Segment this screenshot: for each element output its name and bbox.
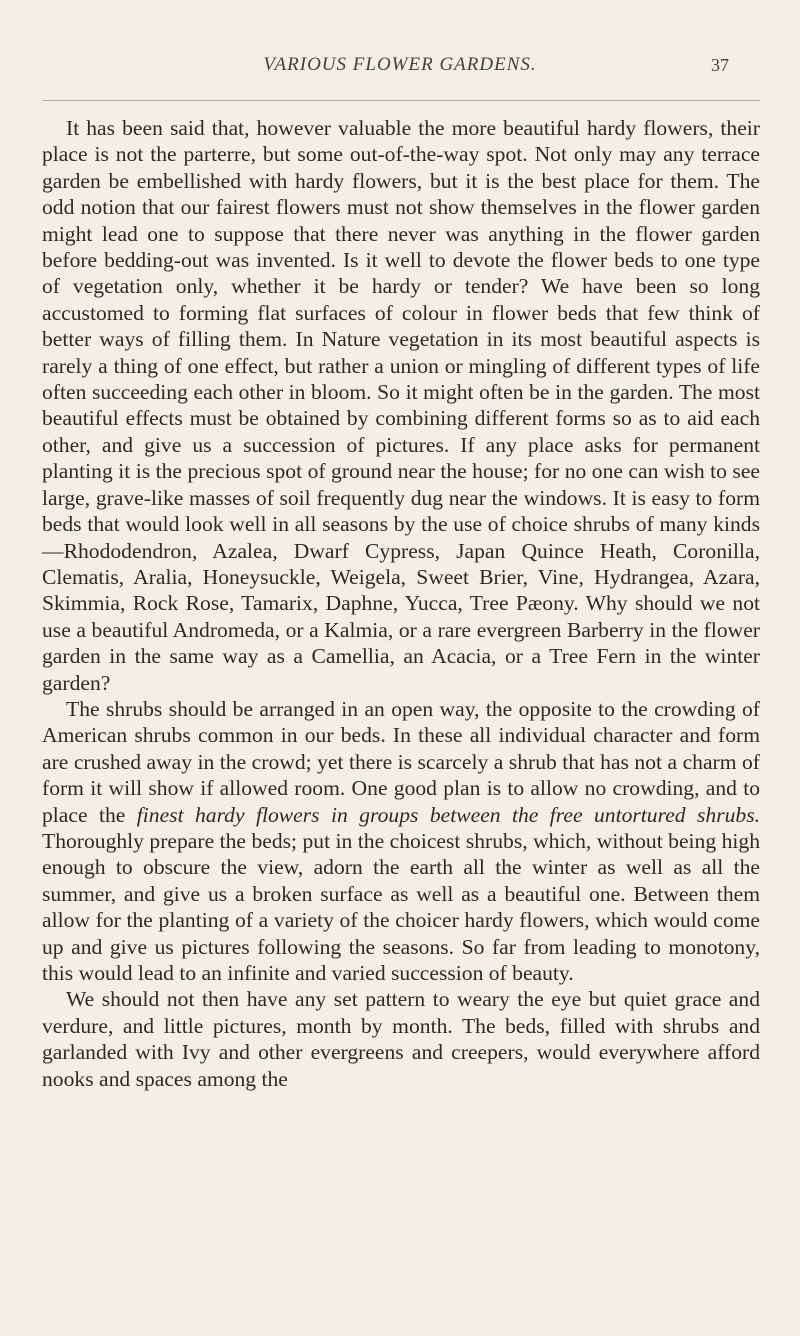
header-rule [42,100,760,101]
page-number: 37 [711,55,729,75]
paragraph-1: It has been said that, however valuable the more beautiful hardy flowers, their place is not the parterre, but some out-of-the-way spot. Not only may any terrace garden be embellished with hardy flowers, but it is the best place for them. The odd notion that our fairest flowers must not show themselves in the flower garden might lead one to suppose that there never was anything in the flower garden before bedding-out was invented. Is it well to devote the flower beds to one type of vegetation only, whether it be hardy or tender? We have been so long accustomed to forming flat surfaces of colour in flower beds that few think of better ways of filling them. In Nature vegetation in its most beautiful aspects is rarely a thing of one effect, but rather a union or mingling of different types of life often succeeding each other in bloom. So it might often be in the garden. The most beautiful effects must be obtained by combining different forms so as to aid each other, and give us a succession of pictures. If any place asks for permanent planting it is the precious spot of ground near the house; for no one can wish to see large, grave-like masses of soil frequently dug near the windows. It is easy to form beds that would look well in all seasons by the use of choice shrubs of many kinds—Rhododendron, Azalea, Dwarf Cypress, Japan Quince Heath, Coronilla, Clematis, Aralia, Honeysuckle, Weigela, Sweet Brier, Vine, Hydrangea, Azara, Skimmia, Rock Rose, Tamarix, Daphne, Yucca, Tree Pæony. Why should we not use a beautiful Andromeda, or a Kalmia, or a rare evergreen Barberry in the flower garden in the same way as a Camellia, an Acacia, or a Tree Fern in the winter garden? [42,116,760,695]
paragraph-2-italic: finest hardy flowers in groups between the free untortured shrubs. [136,802,760,827]
paragraph-2-end: Thoroughly prepare the beds; put in the choicest shrubs, which, without being high enough to obscure the view, adorn the earth all the winter as well as all the summer, and give us a broken surface as well as a beautiful one. Between them allow for the planting of a variety of the choicer hardy flowers, which would come up and give us pictures following the seasons. So far from leading to monotony, this would lead to an infinite and varied succession of beauty. [42,828,760,985]
paragraph-3: We should not then have any set pattern to weary the eye but quiet grace and verdure, and little pictures, month by month. The beds, filled with shrubs and garlanded with Ivy and other evergreens and creepers, would everywhere afford nooks and spaces among the [42,987,760,1091]
body-text [42,115,760,1092]
paragraph-2-start: The shrubs should be arranged in an open way, the opposite to the crowding of American shrubs common in our beds. In these all individual character and form are crushed away in the crowd; yet there is scarcely a shrub that has not a charm of form it will show if allowed room. One good plan is to allow no crowding, and to place the [42,696,760,827]
running-head [0,48,800,88]
running-title: VARIOUS FLOWER GARDENS. [263,54,537,75]
paragraph-2 [42,696,760,986]
